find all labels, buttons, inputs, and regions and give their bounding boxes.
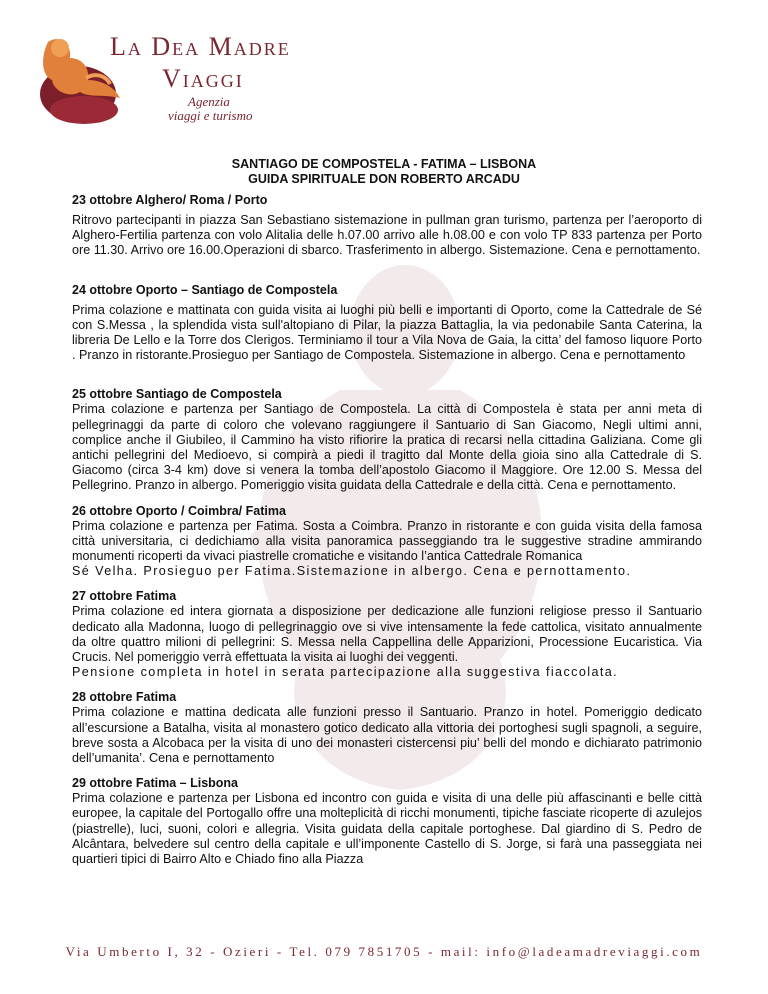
contact-footer: Via Umberto I, 32 - Ozieri - Tel. 079 7851705 - mail: info@ladeamadreviaggi.com — [65, 944, 703, 959]
itinerary-day — [72, 504, 702, 580]
day-text: Prima colazione e partenza per Fatima. Sosta a Coimbra. Pranzo in ristorante e con guida visita della famosa città universitaria, ci dedichiamo alla visita panoramica passeggiando tra le suggestive stradine ammirando monumenti ricoperti da vivaci piastrelle cromatiche e visitando l’antica Cattedrale Romanica — [72, 518, 702, 564]
brand-name-line1: La Dea Madre — [110, 32, 291, 61]
itinerary-day — [72, 776, 702, 867]
brand-tagline-line1: Agenzia — [188, 94, 230, 109]
itinerary-day — [72, 690, 702, 766]
day-text: Prima colazione e partenza per Lisbona ed incontro con guida e visita di una delle più affascinanti e belle città europee, la capitale del Portogallo offre una molteplicità di ricchi monumenti, tipiche fasciate ricoperte di azulejos (piastrelle), luci, suoni, colori e allegria. Visita guidata della capitale portoghese. Dal giardino di S. Pedro de Alcântara, belvedere sul centro della capitale e ull’imponente Castello di S. Jorge, si farà una passeggiata nei quartieri tipici di Bairro Alto e Chiado fino alla Piazza — [72, 791, 702, 867]
itinerary-day — [72, 589, 702, 680]
day-text: Prima colazione e mattina dedicata alle funzioni presso il Santuario. Pranzo in hotel. Pomeriggio dedicato all’escursione a Batalha, visita al monastero gotico dedicato alla vittoria dei portoghesi sugli spagnoli, a seguire, breve sosta a Alcobaca per la visita di uno dei monasteri cistercensi piu’ belli del mondo e dichiarato patrimonio dell’umanita’. Cena e pernottamento — [72, 705, 702, 766]
day-title: 28 ottobre Fatima — [72, 690, 177, 705]
day-text: Ritrovo partecipanti in piazza San Sebastiano sistemazione in pullman gran turismo, partenza per l’aeroporto di Alghero-Fertilia partenza con volo Alitalia delle h.07.00 arrivo alle h.08.00 e con volo TP 833 partenza per Porto ore 11.30. Arrivo ore 16.00.Operazioni di sbarco. Trasferimento in albergo. Sistemazione. Cena e pernottamento. — [72, 213, 702, 258]
agency-logo — [30, 28, 291, 128]
day-text: Prima colazione ed intera giornata a disposizione per dedicazione alle funzioni religiose presso il Santuario dedicato alla Madonna, luogo di pellegrinaggio ove si vive intensamente la fede cattolica, visitato annualmente da oltre quattro milioni di pellegrini: S. Messa nella Cappellina delle Apparizioni, Processione Eucaristica. Via Crucis. Nel pomeriggio verrà effettuata la visita ai luoghi dei veggenti. — [72, 604, 702, 665]
day-title: 29 ottobre Fatima – Lisbona — [72, 776, 239, 791]
itinerary-day — [72, 387, 702, 493]
day-text: Prima colazione e mattinata con guida visita ai luoghi più belli e importanti di Oporto, come la Cattedrale de Sé con S.Messa , la splendida vista sull'altopiano di Pilar, la piazza Battaglia, la via pedonabile Santa Caterina, la libreria De Lello e la Torre dos Clerigos. Terminiamo il tour a Vila Nova de Gaia, la citta’ del famoso liquore Porto . Pranzo in ristorante.Prosieguo per Santiago de Compostela. Sistemazione in albergo. Cena e pernottamento — [72, 302, 702, 363]
brand-tagline-line2: viaggi e turismo — [168, 108, 253, 123]
brand-name-line2: Viaggi — [162, 64, 244, 93]
day-title: 27 ottobre Fatima — [72, 589, 177, 604]
day-text-tail: Pensione completa in hotel in serata partecipazione alla suggestiva fiaccolata. — [72, 665, 619, 680]
day-title: 24 ottobre Oporto – Santiago de Compostela — [72, 282, 338, 297]
day-title: 26 ottobre Oporto / Coimbra/ Fatima — [72, 503, 286, 518]
day-title: 23 ottobre Alghero/ Roma / Porto — [72, 193, 268, 207]
day-text: Prima colazione e partenza per Santiago de Compostela. La città di Compostela è stata per anni meta di pellegrinaggi da parte di coloro che volevano raggiungere il Santuario di San Giacomo, Negli ultimi anni, complice anche il Giubileo, il Cammino ha visto rifiorire la pratica di recarsi nella cittadina Galiziana. Come gli antichi pellegrini del Medioevo, si compirà a piedi il tragitto dal Monte della gioia sino alla Cattedrale di S. Giacomo (circa 3-4 km) dove si venera la tomba dell’apostolo Giacomo il Maggiore. Ore 12.00 S. Messa del Pellegrino. Pranzo in albergo. Pomeriggio visita guidata della Cattedrale e della città. Cena e pernottamento. — [72, 402, 702, 493]
document-subtitle: GUIDA SPIRITUALE DON ROBERTO ARCADU — [248, 172, 520, 186]
itinerary-day — [72, 283, 702, 364]
day-text-tail: Sé Velha. Prosieguo per Fatima.Sistemazione in albergo. Cena e pernottamento. — [72, 564, 632, 579]
day-title: 25 ottobre Santiago de Compostela — [72, 387, 282, 402]
itinerary — [72, 193, 702, 867]
itinerary-day — [72, 193, 702, 259]
document-title: SANTIAGO DE COMPOSTELA - FATIMA – LISBONA — [231, 157, 537, 171]
document-heading — [0, 157, 768, 187]
